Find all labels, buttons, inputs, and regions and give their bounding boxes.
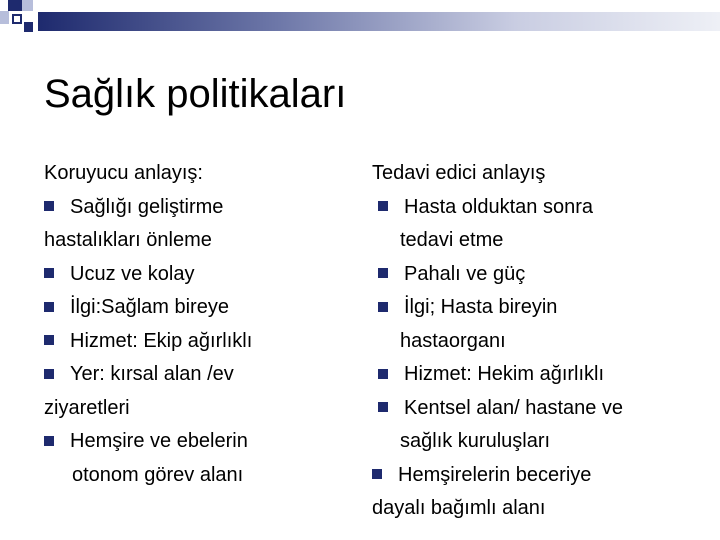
- square-bullet-icon: [372, 469, 382, 479]
- left-bullet-item: [44, 358, 344, 392]
- square-bullet-icon: [378, 201, 388, 211]
- left-bullet-item: [44, 291, 344, 325]
- square-bullet-icon: [44, 302, 54, 312]
- bullet-text: Kentsel alan/ hastane ve: [404, 396, 624, 419]
- square-bullet-icon: [378, 369, 388, 379]
- right-column: [372, 157, 692, 526]
- square-bullet-icon: [44, 436, 54, 446]
- right-bullet-item: [372, 291, 692, 325]
- left-bullet-continuation: otonom görev alanı: [72, 463, 244, 486]
- square-bullet-icon: [44, 268, 54, 278]
- right-bullet-continuation: hastaorganı: [400, 329, 506, 352]
- right-heading: Tedavi edici anlayış: [372, 162, 546, 184]
- right-text-line: dayalı bağımlı alanı: [372, 497, 546, 519]
- decor-square-icon: [22, 0, 33, 11]
- square-bullet-icon: [378, 302, 388, 312]
- left-column: [44, 157, 344, 492]
- square-bullet-icon: [44, 369, 54, 379]
- square-bullet-icon: [44, 335, 54, 345]
- decor-square-icon: [8, 0, 22, 11]
- left-text-line: ziyaretleri: [44, 396, 130, 419]
- right-bullet-item: [372, 258, 692, 292]
- header-gradient-bar: [38, 12, 720, 31]
- left-bullet-item: [44, 191, 344, 225]
- bullet-text: Hemşirelerin beceriye: [398, 463, 592, 486]
- slide-title: Sağlık politikaları: [44, 72, 347, 116]
- square-bullet-icon: [378, 402, 388, 412]
- left-text-line: hastalıkları önleme: [44, 229, 212, 251]
- right-bullet-continuation: sağlık kuruluşları: [400, 430, 551, 452]
- decor-square-icon: [0, 11, 9, 24]
- bullet-text: Hizmet: Hekim ağırlıklı: [404, 363, 605, 385]
- bullet-text: Yer: kırsal alan /ev: [70, 363, 234, 385]
- right-bullet-continuation: tedavi etme: [400, 229, 504, 251]
- square-bullet-icon: [44, 201, 54, 211]
- bullet-text: Hemşire ve ebelerin: [70, 430, 248, 452]
- bullet-text: Sağlığı geliştirme: [70, 195, 224, 218]
- bullet-text: İlgi:Sağlam bireye: [70, 296, 229, 318]
- left-bullet-item: [44, 425, 344, 459]
- right-bullet-item: [372, 459, 692, 493]
- bullet-text: Pahalı ve güç: [404, 262, 526, 285]
- decor-square-outline-icon: [12, 14, 22, 24]
- bullet-text: Hizmet: Ekip ağırlıklı: [70, 329, 253, 352]
- bullet-text: İlgi; Hasta bireyin: [404, 296, 558, 318]
- left-bullet-item: [44, 325, 344, 359]
- square-bullet-icon: [378, 268, 388, 278]
- right-bullet-item: [372, 358, 692, 392]
- right-bullet-item: [372, 191, 692, 225]
- left-bullet-item: [44, 258, 344, 292]
- bullet-text: Ucuz ve kolay: [70, 262, 195, 285]
- right-bullet-item: [372, 392, 692, 426]
- bullet-text: Hasta olduktan sonra: [404, 195, 594, 218]
- left-heading: Koruyucu anlayış:: [44, 162, 203, 184]
- decor-square-icon: [24, 22, 33, 32]
